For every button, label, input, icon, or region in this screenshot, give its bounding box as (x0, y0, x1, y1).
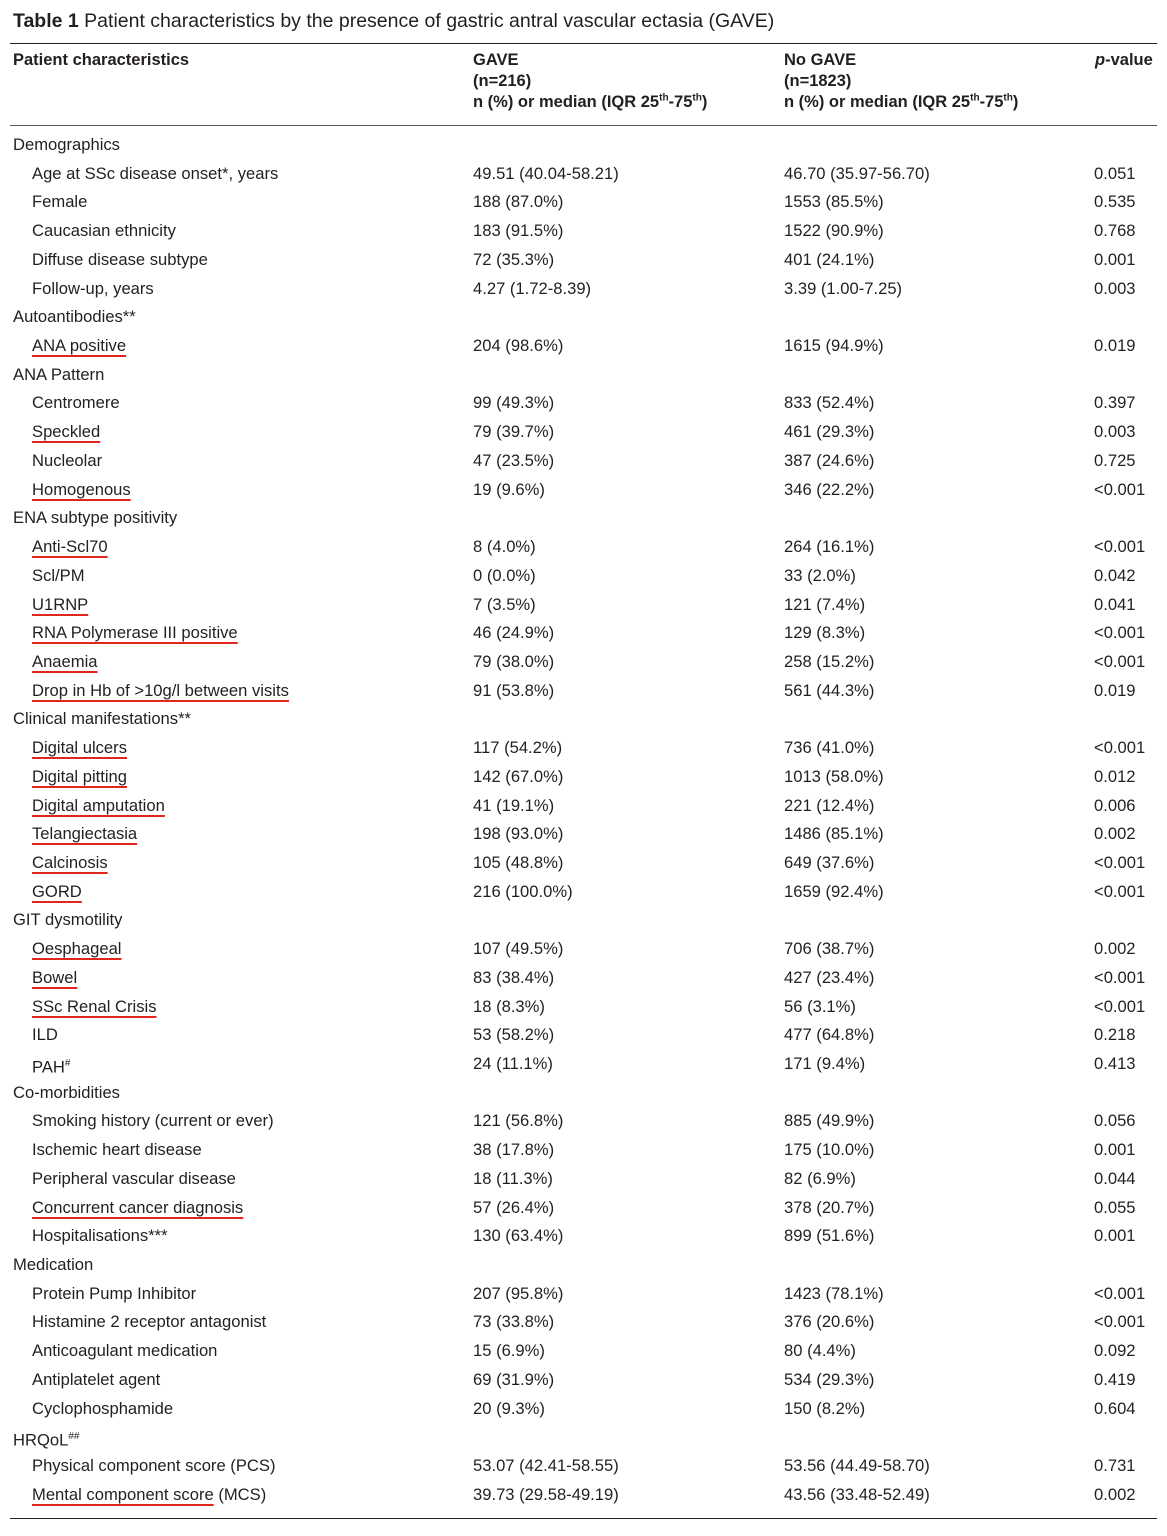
table-row (0, 792, 1167, 821)
pvalue-cell: 0.001 (1094, 1226, 1136, 1246)
section-row (0, 1423, 1167, 1452)
table-row (0, 246, 1167, 275)
row-label: Digital pitting (32, 766, 128, 786)
gave-cell: 39.73 (29.58-49.19) (473, 1484, 619, 1504)
no-gave-cell: 477 (64.8%) (784, 1025, 875, 1045)
row-label: Antiplatelet agent (32, 1369, 161, 1389)
gave-cell: 198 (93.0%) (473, 824, 564, 844)
section-row (0, 303, 1167, 332)
gave-cell: 4.27 (1.72-8.39) (473, 278, 592, 298)
row-label: Centromere (32, 393, 120, 413)
gave-cell: 41 (19.1%) (473, 795, 555, 815)
table-caption-text: Patient characteristics by the presence of gastric antral vascular ectasia (GAVE) (84, 10, 775, 32)
table-row (0, 591, 1167, 620)
section-label: Co-morbidities (13, 1082, 120, 1102)
row-label: Caucasian ethnicity (32, 221, 176, 241)
section-label: HRQoL## (13, 1430, 80, 1450)
gave-cell: 216 (100.0%) (473, 881, 573, 901)
gave-cell: 49.51 (40.04-58.21) (473, 163, 619, 183)
gave-cell: 57 (26.4%) (473, 1197, 555, 1217)
no-gave-cell: 171 (9.4%) (784, 1054, 866, 1073)
row-label: Anti-Scl70 (32, 537, 108, 557)
gave-cell: 91 (53.8%) (473, 680, 555, 700)
header-characteristics: Patient characteristics (13, 51, 190, 69)
no-gave-cell: 56 (3.1%) (784, 996, 856, 1016)
pvalue-cell: 0.042 (1094, 565, 1136, 585)
no-gave-cell: 561 (44.3%) (784, 680, 875, 700)
pvalue-cell: <0.001 (1094, 479, 1146, 499)
section-row (0, 361, 1167, 390)
table-row (0, 1107, 1167, 1136)
no-gave-cell: 833 (52.4%) (784, 393, 875, 413)
row-label: Calcinosis (32, 852, 108, 872)
no-gave-cell: 1486 (85.1%) (784, 824, 884, 844)
row-label: Hospitalisations*** (32, 1226, 168, 1246)
row-label: Diffuse disease subtype (32, 249, 208, 269)
gave-cell: 73 (33.8%) (473, 1312, 555, 1332)
pvalue-cell: 0.002 (1094, 939, 1136, 959)
header-no-gave (784, 50, 1018, 113)
no-gave-cell: 175 (10.0%) (784, 1140, 875, 1160)
table-row (0, 1194, 1167, 1223)
table-row (0, 878, 1167, 907)
no-gave-cell: 885 (49.9%) (784, 1111, 875, 1131)
row-label: Follow-up, years (32, 278, 154, 298)
gave-cell: 20 (9.3%) (473, 1398, 545, 1418)
table-row (0, 332, 1167, 361)
table-row (0, 820, 1167, 849)
table-row (0, 1222, 1167, 1251)
gave-cell: 188 (87.0%) (473, 192, 564, 212)
gave-cell: 99 (49.3%) (473, 393, 555, 413)
pvalue-cell: <0.001 (1094, 738, 1146, 758)
table-row (0, 275, 1167, 304)
gave-cell: 79 (39.7%) (473, 422, 555, 442)
table-row (0, 1165, 1167, 1194)
no-gave-cell: 534 (29.3%) (784, 1369, 875, 1389)
pvalue-cell: 0.055 (1094, 1197, 1136, 1217)
row-label: Physical component score (PCS) (32, 1456, 276, 1476)
table-caption (13, 7, 774, 35)
no-gave-cell: 1013 (58.0%) (784, 766, 884, 786)
header-pvalue: p-value (1095, 51, 1153, 69)
gave-cell: 107 (49.5%) (473, 939, 564, 959)
pvalue-cell: <0.001 (1094, 537, 1146, 557)
table-top-rule (10, 43, 1157, 44)
table-row (0, 1021, 1167, 1050)
no-gave-cell: 376 (20.6%) (784, 1312, 875, 1332)
table-header-rule (10, 125, 1157, 126)
header-gave-n: (n=216) (473, 72, 532, 90)
row-label: Oesphageal (32, 939, 122, 959)
no-gave-cell: 82 (6.9%) (784, 1168, 856, 1188)
section-label: Demographics (13, 135, 120, 154)
table-row (0, 533, 1167, 562)
gave-cell: 18 (8.3%) (473, 996, 545, 1016)
no-gave-cell: 264 (16.1%) (784, 537, 875, 557)
table-row (0, 1308, 1167, 1337)
no-gave-cell: 221 (12.4%) (784, 795, 875, 815)
table-row (0, 849, 1167, 878)
pvalue-cell: <0.001 (1094, 967, 1146, 987)
row-label: Smoking history (current or ever) (32, 1111, 274, 1131)
section-row (0, 131, 1167, 160)
gave-cell: 18 (11.3%) (473, 1168, 553, 1188)
no-gave-cell: 1423 (78.1%) (784, 1283, 884, 1303)
pvalue-cell: 0.012 (1094, 766, 1136, 786)
table-row (0, 677, 1167, 706)
gave-cell: 15 (6.9%) (473, 1341, 545, 1361)
no-gave-cell: 43.56 (33.48-52.49) (784, 1484, 930, 1504)
no-gave-cell: 1659 (92.4%) (784, 881, 884, 901)
table-row (0, 160, 1167, 189)
row-label: Homogenous (32, 479, 131, 499)
row-label: Mental component score (MCS) (32, 1484, 267, 1504)
gave-cell: 117 (54.2%) (473, 738, 563, 758)
pvalue-cell: 0.003 (1094, 278, 1136, 298)
no-gave-cell: 150 (8.2%) (784, 1398, 866, 1418)
no-gave-cell: 1553 (85.5%) (784, 192, 884, 212)
row-label: Concurrent cancer diagnosis (32, 1197, 244, 1217)
table-row (0, 476, 1167, 505)
section-label: Autoantibodies** (13, 307, 136, 327)
gave-cell: 0 (0.0%) (473, 565, 536, 585)
pvalue-cell: 0.051 (1094, 163, 1136, 183)
row-label: SSc Renal Crisis (32, 996, 157, 1016)
no-gave-cell: 346 (22.2%) (784, 479, 875, 499)
pvalue-cell: 0.019 (1094, 680, 1136, 700)
no-gave-cell: 1522 (90.9%) (784, 221, 884, 241)
table-row (0, 447, 1167, 476)
gave-cell: 72 (35.3%) (473, 249, 555, 269)
row-label: ANA positive (32, 336, 127, 356)
gave-cell: 83 (38.4%) (473, 967, 555, 987)
row-label: Telangiectasia (32, 824, 138, 844)
gave-cell: 207 (95.8%) (473, 1283, 564, 1303)
no-gave-cell: 387 (24.6%) (784, 450, 875, 470)
header-gave (473, 50, 707, 113)
gave-cell: 130 (63.4%) (473, 1226, 564, 1246)
table-row (0, 389, 1167, 418)
section-label: ANA Pattern (13, 364, 105, 384)
pvalue-cell: <0.001 (1094, 651, 1146, 671)
header-no-gave-title: No GAVE (784, 51, 857, 69)
table-row (0, 964, 1167, 993)
table-row (0, 1337, 1167, 1366)
gave-cell: 142 (67.0%) (473, 766, 564, 786)
no-gave-cell: 461 (29.3%) (784, 422, 875, 442)
table-row (0, 188, 1167, 217)
table-body (0, 131, 1167, 1510)
no-gave-cell: 129 (8.3%) (784, 623, 866, 643)
section-label: GIT dysmotility (13, 910, 123, 930)
table-row (0, 1452, 1167, 1481)
header-no-gave-stat: n (%) or median (IQR 25th-75th) (784, 92, 1019, 111)
pvalue-cell: <0.001 (1094, 1312, 1146, 1332)
gave-cell: 121 (56.8%) (473, 1111, 564, 1131)
no-gave-cell: 3.39 (1.00-7.25) (784, 278, 903, 298)
no-gave-cell: 378 (20.7%) (784, 1197, 875, 1217)
row-label: Anaemia (32, 651, 98, 671)
gave-cell: 47 (23.5%) (473, 450, 555, 470)
header-no-gave-n: (n=1823) (784, 72, 852, 90)
row-label: Peripheral vascular disease (32, 1168, 236, 1188)
no-gave-cell: 258 (15.2%) (784, 651, 875, 671)
row-label: Nucleolar (32, 450, 103, 470)
row-label: Speckled (32, 422, 101, 442)
section-label: Medication (13, 1255, 94, 1275)
gave-cell: 53 (58.2%) (473, 1025, 555, 1045)
section-row (0, 1079, 1167, 1108)
table-row (0, 1136, 1167, 1165)
section-row (0, 1251, 1167, 1280)
no-gave-cell: 53.56 (44.49-58.70) (784, 1456, 930, 1476)
table-row (0, 1481, 1167, 1510)
section-label: ENA subtype positivity (13, 508, 178, 528)
row-label: ILD (32, 1025, 58, 1045)
section-row (0, 705, 1167, 734)
no-gave-cell: 33 (2.0%) (784, 565, 856, 585)
row-label: GORD (32, 881, 82, 901)
row-label: Female (32, 192, 88, 212)
pvalue-cell: 0.002 (1094, 1484, 1136, 1504)
row-label: RNA Polymerase III positive (32, 623, 238, 643)
no-gave-cell: 899 (51.6%) (784, 1226, 875, 1246)
gave-cell: 7 (3.5%) (473, 594, 536, 614)
gave-cell: 204 (98.6%) (473, 336, 564, 356)
pvalue-cell: 0.001 (1094, 1140, 1136, 1160)
pvalue-cell: 0.006 (1094, 795, 1136, 815)
gave-cell: 8 (4.0%) (473, 537, 536, 557)
pvalue-cell: 0.056 (1094, 1111, 1136, 1131)
table-caption-label: Table 1 (13, 10, 79, 32)
pvalue-cell: 0.092 (1094, 1341, 1136, 1361)
pvalue-cell: <0.001 (1094, 623, 1146, 643)
gave-cell: 69 (31.9%) (473, 1369, 555, 1389)
gave-cell: 105 (48.8%) (473, 852, 564, 872)
row-label: Protein Pump Inhibitor (32, 1283, 197, 1303)
gave-cell: 19 (9.6%) (473, 479, 545, 499)
no-gave-cell: 80 (4.4%) (784, 1341, 856, 1361)
pvalue-cell: 0.003 (1094, 422, 1136, 442)
pvalue-cell: 0.001 (1094, 249, 1136, 269)
gave-cell: 53.07 (42.41-58.55) (473, 1456, 619, 1476)
section-row (0, 906, 1167, 935)
table-row (0, 734, 1167, 763)
table-row (0, 619, 1167, 648)
pvalue-cell: 0.419 (1094, 1369, 1136, 1389)
gave-cell: 79 (38.0%) (473, 651, 555, 671)
pvalue-cell: 0.002 (1094, 824, 1136, 844)
no-gave-cell: 121 (7.4%) (784, 594, 866, 614)
row-label: Scl/PM (32, 565, 85, 585)
row-label: Cyclophosphamide (32, 1398, 174, 1418)
no-gave-cell: 1615 (94.9%) (784, 336, 884, 356)
pvalue-cell: 0.768 (1094, 221, 1136, 241)
no-gave-cell: 401 (24.1%) (784, 249, 875, 269)
table-row (0, 1050, 1167, 1079)
section-row (0, 504, 1167, 533)
pvalue-cell: 0.041 (1094, 594, 1136, 614)
pvalue-cell: 0.725 (1094, 450, 1136, 470)
pvalue-cell: <0.001 (1094, 1283, 1146, 1303)
pvalue-cell: <0.001 (1094, 881, 1146, 901)
gave-cell: 24 (11.1%) (473, 1054, 553, 1073)
pvalue-cell: 0.044 (1094, 1168, 1136, 1188)
gave-cell: 38 (17.8%) (473, 1140, 555, 1160)
no-gave-cell: 427 (23.4%) (784, 967, 875, 987)
table-row (0, 562, 1167, 591)
row-label: Anticoagulant medication (32, 1341, 218, 1361)
pvalue-cell: 0.019 (1094, 336, 1136, 356)
table-row (0, 1395, 1167, 1424)
no-gave-cell: 649 (37.6%) (784, 852, 875, 872)
pvalue-cell: 0.397 (1094, 393, 1136, 413)
table-row (0, 418, 1167, 447)
table-row (0, 1280, 1167, 1309)
row-label: Digital amputation (32, 795, 165, 815)
no-gave-cell: 46.70 (35.97-56.70) (784, 163, 930, 183)
table-row (0, 1366, 1167, 1395)
pvalue-cell: 0.413 (1094, 1054, 1136, 1073)
no-gave-cell: 736 (41.0%) (784, 738, 875, 758)
table-row (0, 648, 1167, 677)
pvalue-cell: 0.535 (1094, 192, 1136, 212)
row-label: Ischemic heart disease (32, 1140, 202, 1160)
table-row (0, 763, 1167, 792)
pvalue-cell: 0.218 (1094, 1025, 1136, 1045)
row-label: Drop in Hb of >10g/l between visits (32, 680, 289, 700)
row-label: PAH# (32, 1057, 71, 1077)
row-label: Age at SSc disease onset*, years (32, 163, 279, 183)
header-gave-stat: n (%) or median (IQR 25th-75th) (473, 92, 708, 111)
row-label: Bowel (32, 967, 78, 987)
header-gave-title: GAVE (473, 51, 519, 69)
pvalue-cell: <0.001 (1094, 996, 1146, 1016)
row-label: Histamine 2 receptor antagonist (32, 1312, 267, 1332)
gave-cell: 183 (91.5%) (473, 221, 564, 241)
gave-cell: 46 (24.9%) (473, 623, 555, 643)
row-label: Digital ulcers (32, 738, 127, 758)
table-bottom-rule (10, 1518, 1157, 1519)
pvalue-cell: 0.604 (1094, 1398, 1136, 1418)
table-row (0, 935, 1167, 964)
row-label: U1RNP (32, 594, 89, 614)
pvalue-cell: 0.731 (1094, 1456, 1136, 1476)
table-row (0, 217, 1167, 246)
table-row (0, 993, 1167, 1022)
section-label: Clinical manifestations** (13, 709, 192, 729)
no-gave-cell: 706 (38.7%) (784, 939, 875, 959)
pvalue-cell: <0.001 (1094, 852, 1146, 872)
